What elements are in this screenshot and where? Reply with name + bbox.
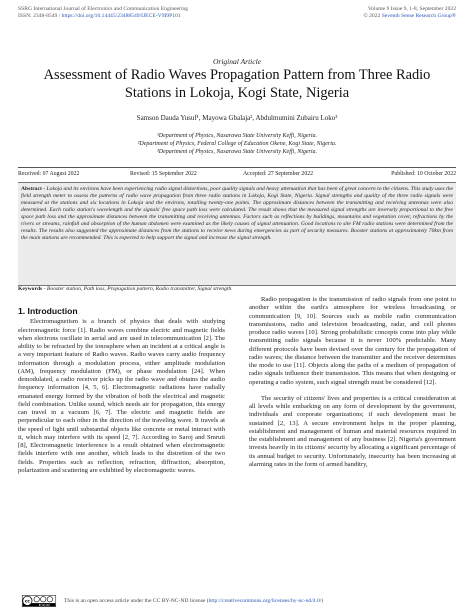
article-type: Original Article	[213, 57, 261, 66]
license-prefix: This is an open access article under the CC BY-NC-ND license (	[64, 598, 209, 604]
abstract-text: Lokoja and its environs have been experiencing radio signal distortions, poor quality signals and heavy attenuation that has been of great concern to the citizens. This study uses the field strength meter to assess the patterns of radio wave propagation from three radio stations in Lokoja, Kogi State, Nigeria. Signal strengths and quality of the three radio signals were measured at the stations and six locations in Lokoja and the environs, totalling twenty-one points. The approximate distances between the transmitting and receiving antennas were also determined. Each radio station's wavelength and the signals' free space path loss were calculated. The result shows that the measured signal strengths are inversely proportional to the free space path loss and the approximate distances between the transmitting and receiving antennas. Factors such as reflections by buildings, mountains and vegetation cover, refractions by the rivers or streams, rainfall and absorption of the human abdomen were examined as the likely causes of signal attenuation. Good locations to site FM radio stations were determined from the results. The results also suggested the approximate distances from the stations to receive news during emergencies as part of security measures. Booster stations at approximately 70km from the main stations are recommended. This is expected to help support the signal and increase the signal strength.	[21, 186, 453, 242]
header-right	[363, 6, 456, 20]
affiliation-2: ²Department of Physics, Federal College of Education Okene, Kogi State, Nigeria.	[137, 141, 337, 147]
volume-info: Volume 9 Issue 9, 1-8, September 2022	[367, 6, 456, 12]
paper-title: Assessment of Radio Waves Propagation Pattern from Three Radio Stations in Lokoja, Kogi State, Nigeria	[43, 67, 431, 101]
cc-badge-text: BY NC ND	[38, 603, 51, 607]
date-revised: Revised: 15 September 2022	[130, 171, 197, 177]
affiliations	[0, 132, 474, 156]
right-column	[249, 296, 456, 469]
date-accepted: Accepted: 27 September 2022	[243, 171, 314, 177]
abstract-box	[18, 182, 456, 286]
keywords-label: Keywords	[18, 286, 43, 292]
date-received: Received: 07 August 2022	[18, 171, 80, 177]
divider-top	[18, 167, 456, 168]
publisher-brand: Seventh Sense Research Group®	[381, 13, 456, 19]
issn-doi-line	[18, 13, 278, 20]
header-left	[18, 6, 278, 20]
keywords-text: - Booster station, Path loss, Propagation pattern, Radio transmitter, Signal strength.	[42, 286, 233, 292]
author-list: Samson Dauda Yusuf¹, Mayowa Gbalaja², Abdulmumini Zubairu Loko³	[136, 114, 338, 122]
copyright-line	[363, 13, 456, 20]
license-suffix: )	[321, 598, 324, 604]
abstract-label: Abstract -	[21, 186, 47, 192]
section-heading: 1. Introduction	[18, 306, 78, 316]
abstract	[21, 186, 453, 242]
right-paragraph-1: Radio propagation is the transmission of radio signals from one point to another within the earth's atmosphere for wireless broadcasting or communication [9, 10]. Sources such as mobile radio communication transmissions, radio and television broadcasting, radar, and cell phones produce radio waves [10]. Strong probabilistic concepts come into play while transmitting radio signals because it is never 100% predictable. Many different protocols have been devised over the century for the propagation of radio waves; the distance between the transmitter and the receiver determines the mode to use [11]. Objects along the paths of a medium of propagation of radio signals influence their transmission. This means that when designing or operating a radio system, such signal strength must be considered [12].	[249, 296, 456, 386]
doi-link[interactable]: https://doi.org/10.14445/23488549/IJECE-V9I9P101	[61, 13, 181, 19]
journal-name: SSRG International Journal of Electronics and Communication Engineering	[18, 6, 189, 12]
copyright-text: © 2022	[363, 13, 382, 19]
keywords	[18, 286, 456, 293]
right-paragraph-2: The security of citizens' lives and properties is a critical consideration at all levels while embarking on any form of development by the government, individuals and corporate organizations; if such development must be sustained [2, 13]. A secure environment helps in the proper planning, establishment and management of human and material resources required in the establishment and management of any business [2]. Nigeria's government invests heavily in its citizens' security by allocating a significant percentage of its annual budget to security. Unfortunately, insecurity has been increasing at alarming rates in the form of armed banditry,	[249, 394, 456, 468]
affiliation-1: ¹Department of Physics, Nasarawa State University Keffi, Nigeria.	[156, 133, 318, 139]
license-statement	[64, 598, 323, 604]
date-published: Published: 10 October 2022	[391, 171, 456, 177]
cc-license-icon	[18, 595, 60, 607]
affiliation-3: ³Department of Physics, Nasarawa State University Keffi, Nigeria.	[156, 149, 318, 155]
left-column	[18, 307, 225, 475]
issn-text: ISSN: 2348-8549 /	[18, 13, 62, 19]
svg-text:cc: cc	[24, 599, 30, 605]
license-link[interactable]: http://creativecommons.org/licenses/by-nc-nd/4.0/	[208, 598, 322, 604]
intro-paragraph-1: Electromagnetism is a branch of physics that deals with studying electromagnetic force [1]. Radio waves combine electric and magnetic fields when electrons oscillate in aerial and are used in telecommunication [2]. The ability to be refracted by the ionosphere when an incident at a critical angle is a very important feature of Radio waves. Radio waves carry audio frequency information through a modulation process, either amplitude modulation (AM), frequency modulation (FM), or phase modulation [24]. When demodulated, a radio receiver picks up the radio wave and obtains the audio frequency information [4, 5, 6]. Electromagnetic radiations have radially emanated energy formed by the vibration of both the electrical and magnetic field combination. Unlike sound, which needs air for propagation, this energy can travel in a vacuum [6, 7]. The electric and magnetic fields are perpendicular to each other in the direction of the traveling wave. It travels at the speed of light until substantial objects like concrete or metal interact with it, which may interfere with its speed [2, 7]. According to Saroj and Smruti [8], Electromagnetic interference is a result obtained when electromagnetic fields interfere with one another, which leads to the distortion of the two fields. Properties such as reflection, refraction, diffraction, absorption, polarization and scattering are exhibited by electromagnetic waves.	[18, 318, 225, 474]
